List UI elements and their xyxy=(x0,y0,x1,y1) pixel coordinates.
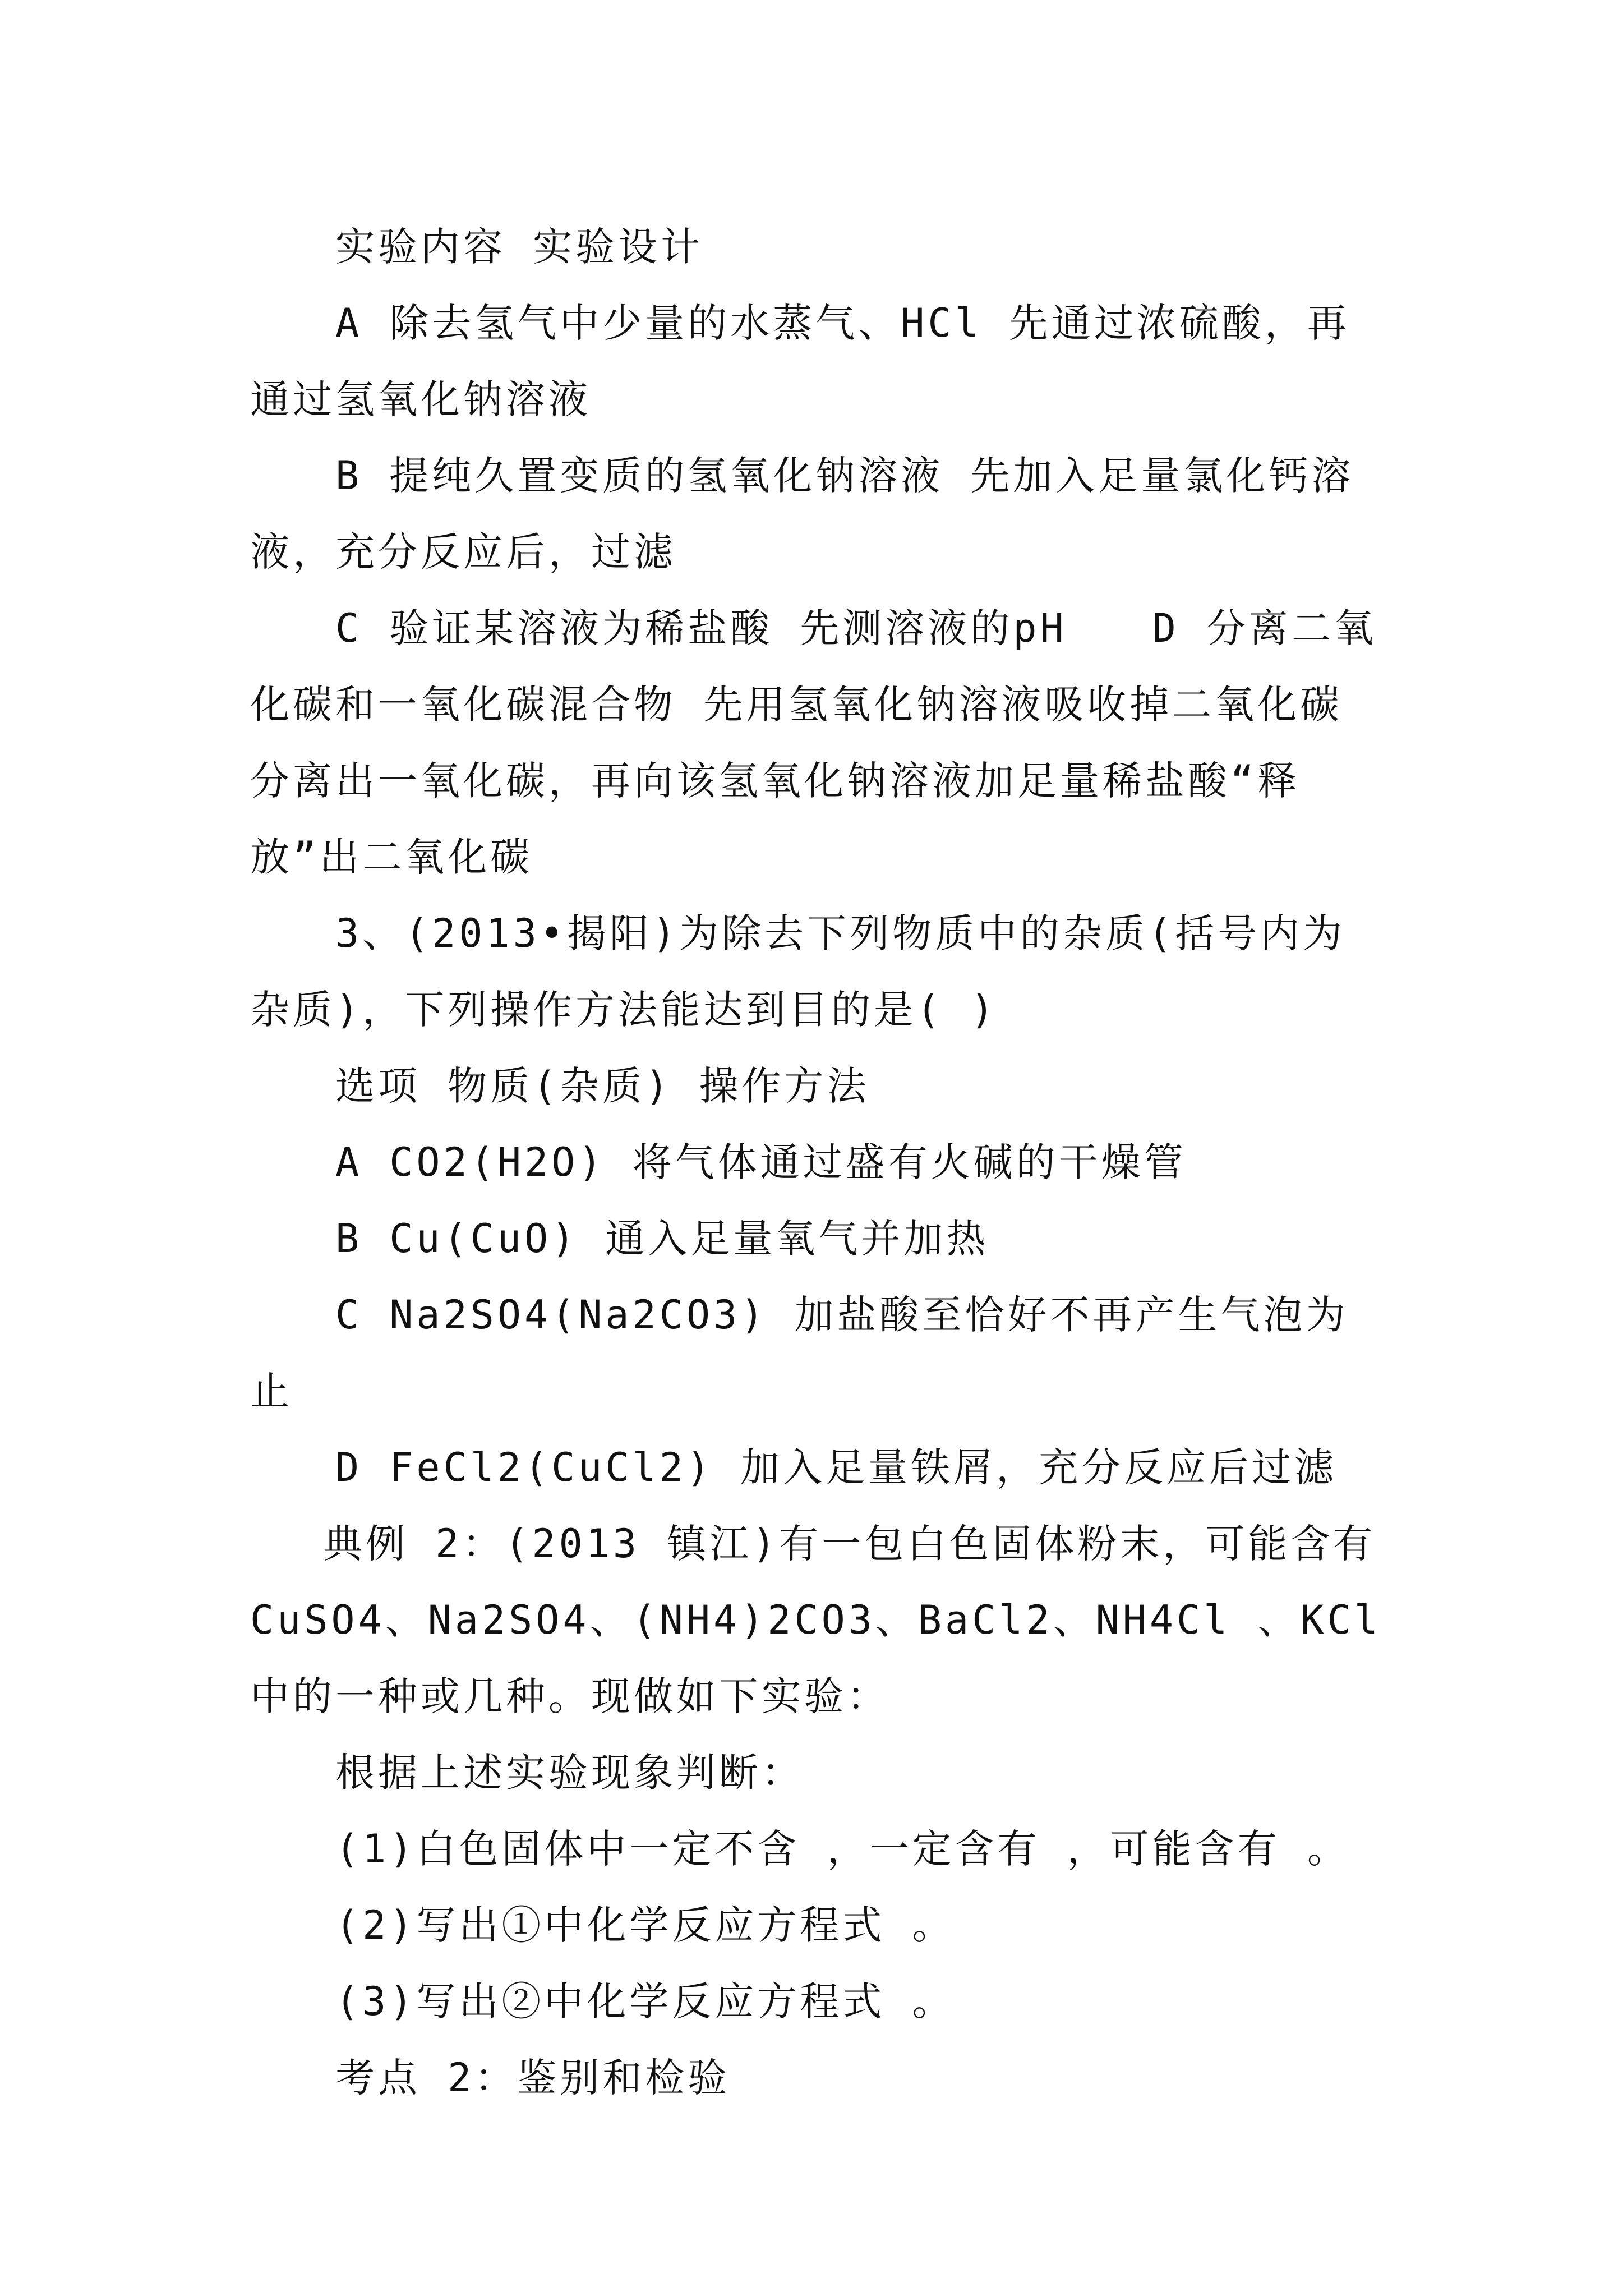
option-b-paragraph: B 提纯久置变质的氢氧化钠溶液 先加入足量氯化钙溶液，充分反应后，过滤 xyxy=(250,453,1354,575)
section-heading-line: 考点 2：鉴别和检验 xyxy=(335,2055,731,2101)
option-c-d-paragraph: C 验证某溶液为稀盐酸 先测溶液的pH D 分离二氧化碳和一氧化碳混合物 先用氢氧化钠溶液吸收掉二氧化碳分离出一氧化碳，再向该氢氧化钠溶液加足量稀盐酸“释放”出二氧化碳 xyxy=(250,605,1377,880)
option-a-paragraph: A 除去氢气中少量的水蒸气、HCl 先通过浓硫酸，再通过氢氧化钠溶液 xyxy=(250,300,1350,422)
option-line-d: D FeCl2(CuCl2) 加入足量铁屑，充分反应后过滤 xyxy=(335,1444,1338,1490)
option-line-b: B Cu(CuO) 通入足量氧气并加热 xyxy=(335,1216,989,1262)
sub-question-3-line: (3)写出②中化学反应方程式 。 xyxy=(335,1978,955,2024)
options-header-line: 选项 物质(杂质) 操作方法 xyxy=(335,1063,870,1109)
option-line-a: A CO2(H2O) 将气体通过盛有火碱的干燥管 xyxy=(335,1139,1187,1185)
question-3-paragraph: 3、(2013•揭阳)为除去下列物质中的杂质(括号内为杂质)，下列操作方法能达到目的是( ) xyxy=(250,910,1346,1033)
sub-question-2-line: (2)写出①中化学反应方程式 。 xyxy=(335,1902,955,1948)
document-body xyxy=(250,209,1409,2116)
option-line-c: C Na2SO4(Na2CO3) 加盐酸至恰好不再产生气泡为止 xyxy=(250,1292,1349,1414)
table-header-line: 实验内容 实验设计 xyxy=(335,224,704,270)
sub-question-1-line: (1)白色固体中一定不含 ，一定含有 ，可能含有 。 xyxy=(335,1826,1350,1872)
judgement-prompt-line: 根据上述实验现象判断： xyxy=(335,1750,804,1796)
example-2-paragraph: 典例 2：(2013 镇江)有一包白色固体粉末，可能含有CuSO4、Na2SO4、(NH4)2CO3、BaCl2、NH4Cl 、KCl 中的一种或几种。现做如下实验： xyxy=(250,1521,1409,1719)
